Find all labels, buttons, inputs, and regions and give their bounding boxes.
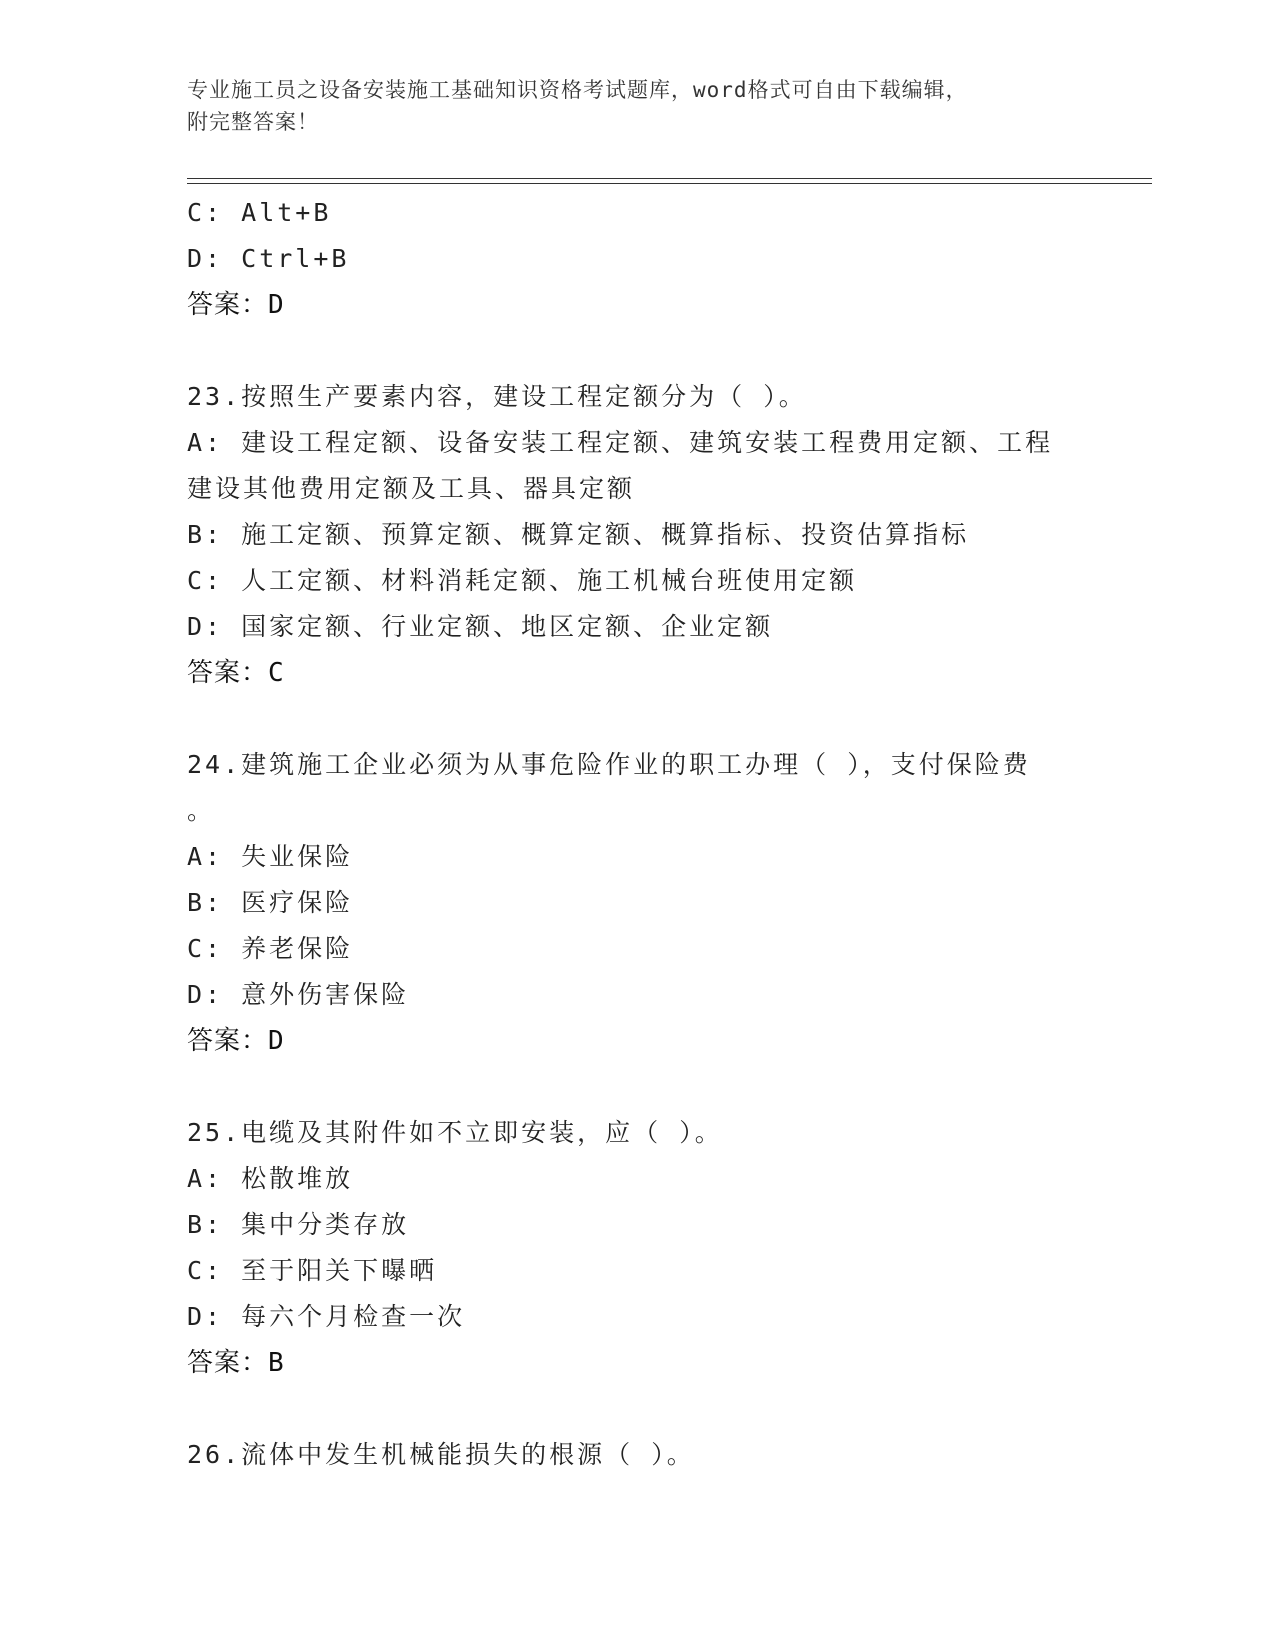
header-divider-top xyxy=(187,178,1152,179)
question-26 xyxy=(187,1432,1087,1478)
option-a: A: 失业保险 xyxy=(187,842,354,871)
option-a-continued: 建设其他费用定额及工具、器具定额 xyxy=(187,474,636,503)
question-stem: 24.建筑施工企业必须为从事危险作业的职工办理（ ），支付保险费 xyxy=(187,750,1031,779)
previous-question-tail xyxy=(187,190,1087,328)
option-c: C: 人工定额、材料消耗定额、施工机械台班使用定额 xyxy=(187,566,858,595)
question-stem: 23.按照生产要素内容，建设工程定额分为（ ）。 xyxy=(187,382,807,411)
option-c: C: 养老保险 xyxy=(187,934,354,963)
option-b: B: 施工定额、预算定额、概算定额、概算指标、投资估算指标 xyxy=(187,520,970,549)
answer-line: 答案：D xyxy=(187,1026,285,1056)
answer-line: 答案：D xyxy=(187,290,285,320)
option-d: D: 每六个月检查一次 xyxy=(187,1302,466,1331)
option-d: D: 意外伤害保险 xyxy=(187,980,410,1009)
option-a: A: 建设工程定额、设备安装工程定额、建筑安装工程费用定额、工程 xyxy=(187,428,1054,457)
question-stem-continued: 。 xyxy=(187,796,216,825)
option-c: C: 至于阳关下曝晒 xyxy=(187,1256,438,1285)
question-list xyxy=(187,190,1087,1478)
question-stem: 26.流体中发生机械能损失的根源（ ）。 xyxy=(187,1440,695,1469)
option-b: B: 医疗保险 xyxy=(187,888,354,917)
option-d: D: 国家定额、行业定额、地区定额、企业定额 xyxy=(187,612,774,641)
question-stem: 25.电缆及其附件如不立即安装，应（ ）。 xyxy=(187,1118,723,1147)
answer-line: 答案：C xyxy=(187,658,285,688)
question-24 xyxy=(187,742,1087,1064)
header-line-1: 专业施工员之设备安装施工基础知识资格考试题库，word格式可自由下载编辑， xyxy=(187,78,968,102)
header-divider-bottom xyxy=(187,183,1152,184)
question-23 xyxy=(187,374,1087,696)
option-b: B: 集中分类存放 xyxy=(187,1210,410,1239)
option-d: D: Ctrl+B xyxy=(187,244,350,273)
answer-line: 答案：B xyxy=(187,1348,285,1378)
document-header xyxy=(187,74,1087,138)
question-25 xyxy=(187,1110,1087,1386)
option-a: A: 松散堆放 xyxy=(187,1164,354,1193)
option-c: C: Alt+B xyxy=(187,198,332,227)
header-line-2: 附完整答案！ xyxy=(187,110,319,134)
